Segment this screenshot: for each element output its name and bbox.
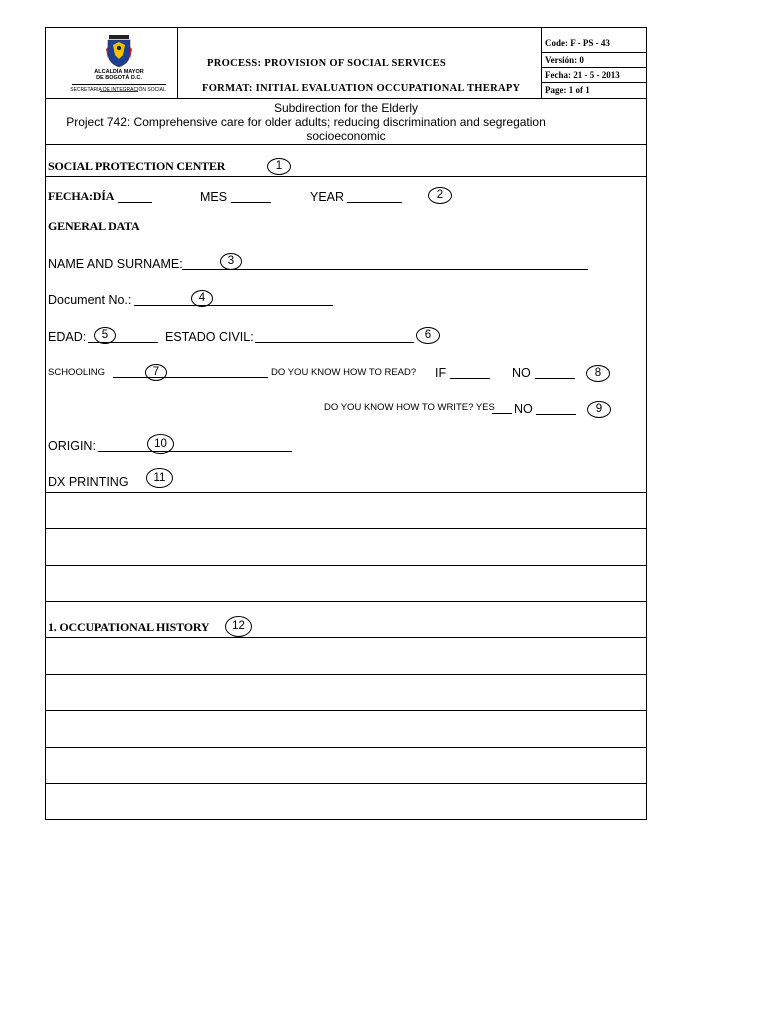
schooling-label: SCHOOLING: [48, 367, 106, 378]
row-line-e: [45, 637, 647, 638]
fecha-dia-label: FECHA:DÍA: [48, 189, 115, 203]
read-if-label: IF: [435, 366, 447, 380]
marker-6: 6: [416, 327, 440, 344]
center-label: SOCIAL PROTECTION CENTER: [48, 159, 226, 173]
process-title: PROCESS: PROVISION OF SOCIAL SERVICES: [207, 58, 447, 69]
marker-3: 3: [220, 253, 242, 270]
origin-label: ORIGIN:: [48, 439, 96, 453]
marker-11: 11: [146, 468, 173, 488]
read-no-field[interactable]: [535, 378, 575, 379]
origin-field[interactable]: [98, 451, 292, 452]
estado-civil-label: ESTADO CIVIL:: [165, 330, 254, 344]
row-line-d: [45, 601, 647, 602]
marker-4: 4: [191, 290, 213, 307]
general-data-heading: GENERAL DATA: [48, 219, 140, 233]
org-department: SECRETARÍA DE INTEGRACIÓN SOCIAL: [70, 87, 166, 93]
org-line-2: DE BOGOTÁ D.C.: [96, 75, 142, 81]
write-no-label: NO: [514, 402, 533, 416]
org-line-1: ALCALDÍA MAYOR: [94, 69, 144, 75]
year-label: YEAR: [310, 190, 345, 204]
form-frame: [45, 27, 647, 820]
dx-printing-label: DX PRINTING: [48, 475, 129, 489]
estado-civil-field[interactable]: [255, 342, 414, 343]
date-value: Fecha: 21 - 5 - 2013: [545, 70, 620, 80]
row-line-f: [45, 674, 647, 675]
code-value: Code: F - PS - 43: [545, 38, 610, 48]
subtitle-line-3: socioeconomic: [306, 129, 386, 143]
version-value: Versión: 0: [545, 55, 584, 65]
bogota-coat-of-arms-logo: [86, 33, 152, 95]
marker-9: 9: [587, 401, 611, 418]
subtitle-bottom-line: [45, 144, 647, 145]
name-surname-label: NAME AND SURNAME:: [48, 257, 183, 271]
read-if-field[interactable]: [450, 378, 490, 379]
row-line-i: [45, 783, 647, 784]
name-surname-field[interactable]: [182, 269, 588, 270]
code-row-line-1: [541, 52, 647, 53]
document-no-label: Document No.:: [48, 293, 132, 307]
write-question-label: DO YOU KNOW HOW TO WRITE? YES: [324, 402, 495, 413]
occupational-history-heading: 1. OCCUPATIONAL HISTORY: [48, 620, 210, 634]
header-divider-right: [541, 27, 542, 98]
logo-underline: [72, 84, 166, 85]
code-row-line-3: [541, 82, 647, 83]
row-line-g: [45, 710, 647, 711]
marker-10: 10: [147, 434, 174, 454]
document-no-field[interactable]: [134, 305, 333, 306]
row-line-b: [45, 528, 647, 529]
mes-field[interactable]: [231, 202, 271, 203]
row-line-c: [45, 565, 647, 566]
read-no-label: NO: [512, 366, 531, 380]
edad-label: EDAD:: [48, 330, 87, 344]
write-no-field[interactable]: [536, 414, 576, 415]
subtitle-line-2: Project 742: Comprehensive care for older adults; reducing discrimination and segregation: [66, 115, 546, 129]
year-field[interactable]: [347, 202, 402, 203]
header-divider-left: [177, 27, 178, 98]
schooling-field[interactable]: [113, 377, 268, 378]
header-bottom-line: [45, 98, 647, 99]
marker-7: 7: [145, 364, 167, 381]
row-line-h: [45, 747, 647, 748]
marker-8: 8: [586, 365, 610, 382]
mes-label: MES: [200, 190, 228, 204]
format-title: FORMAT: INITIAL EVALUATION OCCUPATIONAL THERAPY: [202, 83, 521, 94]
marker-5: 5: [94, 327, 116, 344]
fecha-dia-field[interactable]: [118, 202, 152, 203]
read-question-label: DO YOU KNOW HOW TO READ?: [271, 367, 417, 378]
write-yes-field[interactable]: [492, 413, 512, 414]
subtitle-line-1: Subdirection for the Elderly: [273, 101, 419, 115]
marker-1: 1: [267, 158, 291, 175]
marker-12: 12: [225, 616, 252, 637]
page-value: Page: 1 of 1: [545, 85, 590, 95]
code-row-line-2: [541, 67, 647, 68]
center-row-line: [45, 176, 647, 177]
marker-2: 2: [428, 187, 452, 204]
row-line-a: [45, 492, 647, 493]
